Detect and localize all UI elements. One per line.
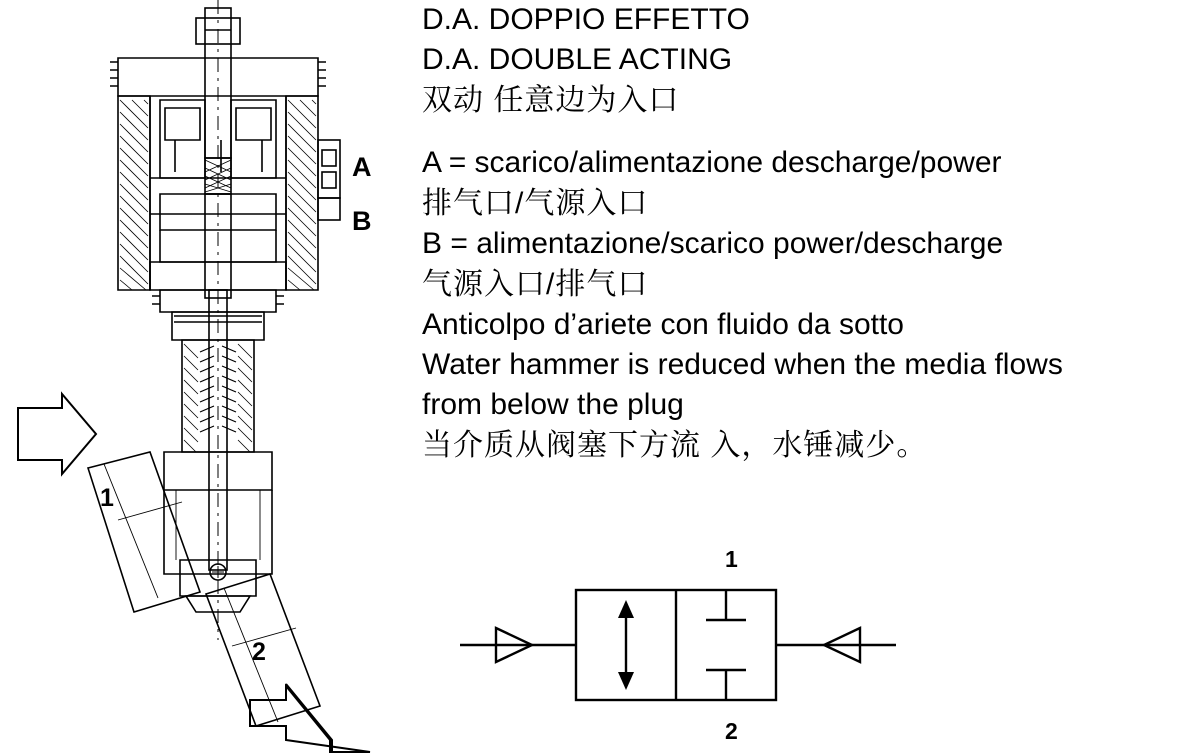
piston-left	[160, 100, 205, 178]
inlet-flow-arrow	[18, 394, 96, 474]
text-line-10: from below the plug	[422, 388, 684, 421]
pneumatic-symbol	[440, 548, 920, 748]
port-block-b	[318, 198, 340, 220]
symbol-port-1-label: 1	[725, 546, 738, 572]
inlet-port-number: 1	[100, 484, 114, 512]
valve-drawing-svg	[0, 0, 420, 753]
text-line-3: 双动 任意边为入口	[422, 84, 680, 117]
paragraph-gap	[422, 121, 1182, 143]
outlet-port-number: 2	[252, 638, 266, 666]
text-line-6: B = alimentazione/scarico power/descharge	[422, 227, 1004, 260]
spring-right	[222, 346, 236, 432]
spring-left	[200, 346, 214, 432]
outlet-flow-arrow	[250, 686, 370, 752]
text-line-4: A = scarico/alimentazione descharge/power	[422, 146, 1002, 179]
inlet-divider	[118, 502, 182, 520]
piston-right	[231, 100, 276, 178]
description-text-block	[422, 0, 1182, 466]
arrow-head-up	[618, 600, 634, 618]
text-line-11: 当介质从阀塞下方流 入，水锤减少。	[422, 429, 928, 462]
text-line-9: Water hammer is reduced when the media flows	[422, 348, 1063, 381]
text-line-1: D.A. DOPPIO EFFETTO	[422, 3, 750, 36]
valve-cross-section-drawing	[0, 0, 420, 753]
arrow-head-down	[618, 672, 634, 690]
inlet-pipe	[88, 452, 200, 612]
text-line-5: 排气口/气源入口	[422, 187, 649, 220]
symbol-port-2-label: 2	[725, 718, 738, 744]
text-line-8: Anticolpo d’ariete con fluido da sotto	[422, 308, 904, 341]
port-a-label: A	[352, 152, 372, 182]
text-line-2: D.A. DOUBLE ACTING	[422, 43, 733, 76]
pneumatic-symbol-svg	[440, 548, 920, 748]
port-b-label: B	[352, 206, 372, 236]
text-line-7: 气源入口/排气口	[422, 268, 649, 301]
port-block-a	[318, 140, 340, 198]
